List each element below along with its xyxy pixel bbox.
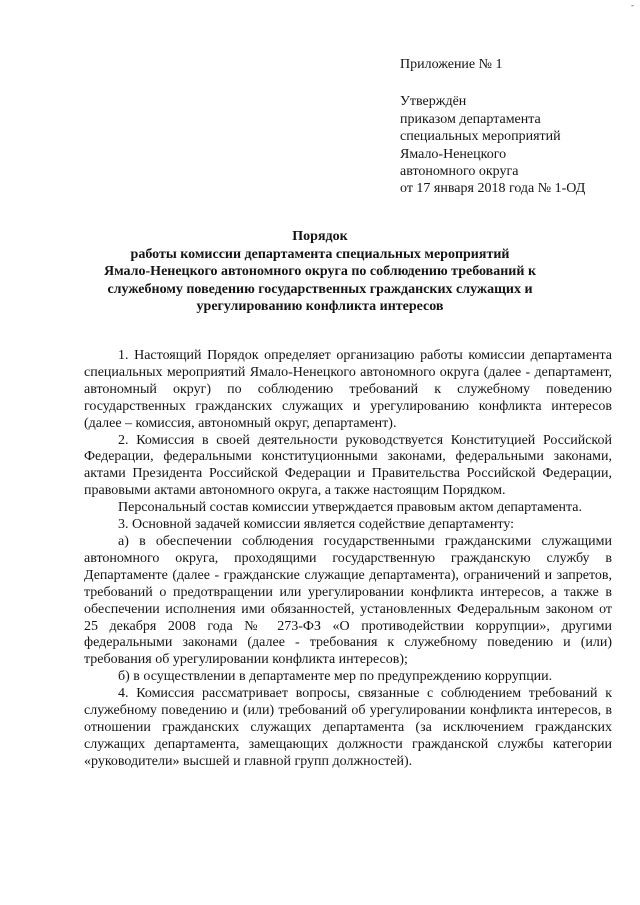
paragraph-3: 3. Основной задачей комиссии является содействие департаменту: bbox=[118, 517, 515, 533]
paragraph-2: 2. Комиссия в своей деятельности руководствуется Конституцией Российской Федерации, федеральными конституционными законами, федеральными законами, актами Президента Российской Федерации и Правительства Российской Федерации, правовыми актами автономного округа, а также настоящим Порядком. bbox=[84, 432, 612, 499]
approval-line: Ямало-Ненецкого bbox=[400, 146, 507, 162]
title-line: служебному поведению государственных гражданских служащих и bbox=[107, 281, 533, 297]
paragraph-4: 4. Комиссия рассматривает вопросы, связанные с соблюдением требований к служебному поведению и (или) требований об урегулировании конфликта интересов, в отношении гражданских служащих департамента (за исключением гражданских служащих департамента, замещающих должности гражданской службы категории «руководители» высшей и главной групп должностей). bbox=[84, 686, 612, 769]
title-line: урегулированию конфликта интересов bbox=[196, 299, 444, 315]
annex-number: Приложение № 1 bbox=[400, 57, 503, 72]
document-body bbox=[84, 348, 612, 771]
paragraph-1: 1. Настоящий Порядок определяет организацию работы комиссии департамента специальных мероприятий Ямало-Ненецкого автономного округа (далее - департамент, автономный округ) по соблюдению требований к служебному поведению государственных гражданских служащих и урегулированию конфликта интересов (далее – комиссия, автономный округ, департамент). bbox=[84, 348, 612, 431]
title-line: Ямало-Ненецкого автономного округа по соблюдению требований к bbox=[103, 264, 537, 280]
approved-label: Утверждён bbox=[400, 94, 467, 110]
title-line: работы комиссии департамента специальных мероприятий bbox=[130, 246, 510, 262]
paragraph-3a: а) в обеспечении соблюдения государственными гражданскими служащими автономного округа, проходящими государственную гражданскую службу в Департаменте (далее - гражданские служащие департамента), ограничений и запретов, требований о предотвращении или урегулировании конфликта интересов, а также в обеспечении исполнения ими обязанностей, установленных Федеральным законом от 25 декабря 2008 года № 273-ФЗ «О противодействии коррупции», другими федеральными законами (далее - требования к служебному поведению и (или) требования об урегулировании конфликта интересов); bbox=[84, 533, 612, 668]
paragraph-staff: Персональный состав комиссии утверждается правовым актом департамента. bbox=[118, 500, 583, 516]
approval-line: автономного округа bbox=[400, 164, 519, 180]
document-title bbox=[60, 228, 580, 316]
approval-line: приказом департамента bbox=[400, 111, 541, 127]
paragraph-3b: б) в осуществлении в департаменте мер по предупреждению коррупции. bbox=[118, 669, 553, 685]
approval-block bbox=[400, 56, 632, 198]
corner-mark: - bbox=[631, 0, 634, 10]
approval-line: специальных мероприятий bbox=[400, 129, 561, 145]
approval-date-line: от 17 января 2018 года № 1-ОД bbox=[400, 181, 586, 197]
title-heading: Порядок bbox=[292, 229, 348, 244]
